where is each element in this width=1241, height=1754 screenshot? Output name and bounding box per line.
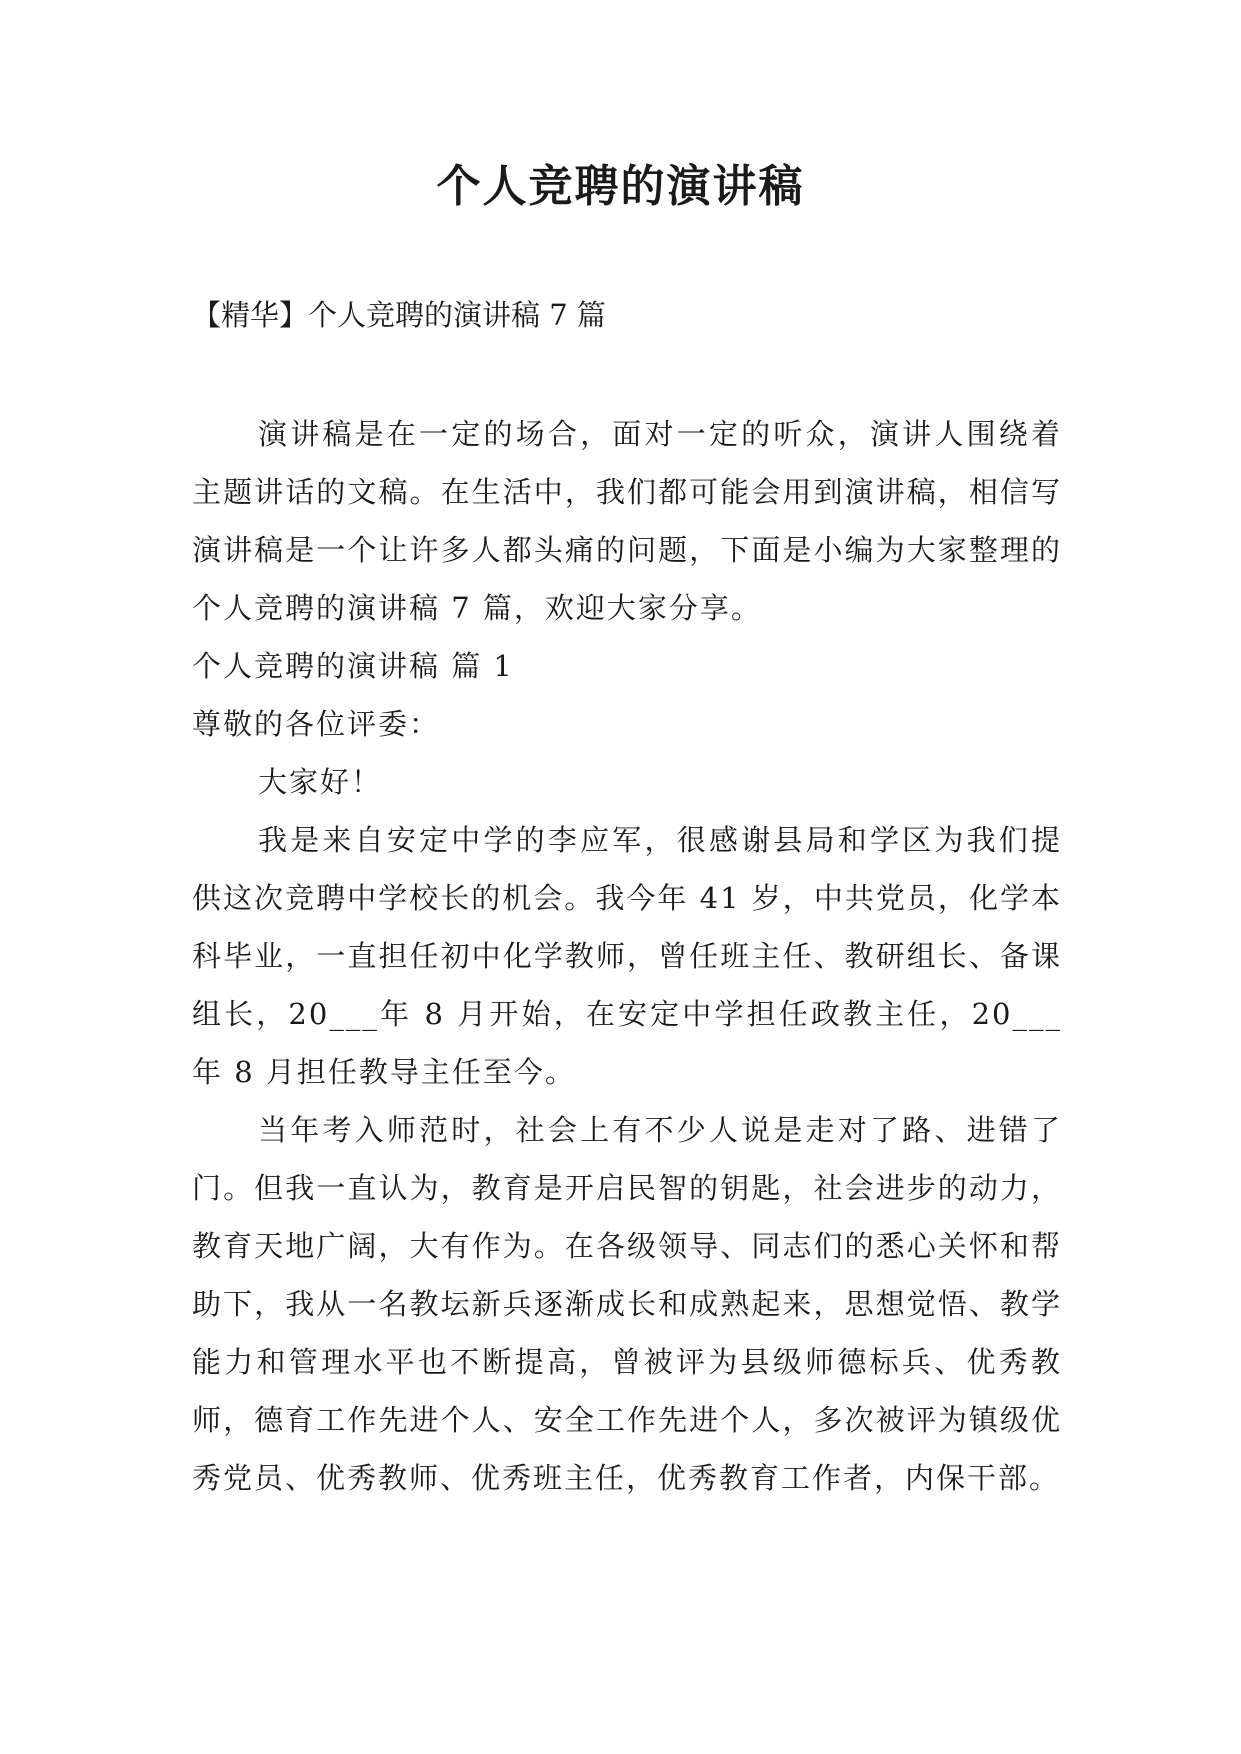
- section-heading: 个人竞聘的演讲稿 篇 1: [192, 649, 514, 683]
- body-paragraph-1: 我是来自安定中学的李应军，很感谢县局和学区为我们提供这次竞聘中学校长的机会。我今年 41 岁，中共党员，化学本科毕业，一直担任初中化学教师，曾任班主任、教研组长、备课组长，20___年 8 月开始，在安定中学担任政教主任，20___年 8 月担任教导主任至今。: [192, 823, 1062, 1089]
- intro-paragraph: 演讲稿是在一定的场合，面对一定的听众，演讲人围绕着主题讲话的文稿。在生活中，我们都可能会用到演讲稿，相信写演讲稿是一个让许多人都头痛的问题，下面是小编为大家整理的个人竞聘的演讲稿 7 篇，欢迎大家分享。: [192, 417, 1062, 625]
- greeting: 大家好！: [258, 765, 383, 799]
- document-subtitle: 【精华】个人竞聘的演讲稿 7 篇: [192, 298, 606, 332]
- salutation: 尊敬的各位评委：: [192, 707, 441, 741]
- document-body: [192, 405, 1062, 1507]
- body-paragraph-2: 当年考入师范时，社会上有不少人说是走对了路、进错了门。但我一直认为，教育是开启民智的钥匙，社会进步的动力，教育天地广阔，大有作为。在各级领导、同志们的悉心关怀和帮助下，我从一名教坛新兵逐渐成长和成熟起来，思想觉悟、教学能力和管理水平也不断提高，曾被评为县级师德标兵、优秀教师，德育工作先进个人、安全工作先进个人，多次被评为镇级优秀党员、优秀教师、优秀班主任，优秀教育工作者，内保干部。: [192, 1113, 1062, 1495]
- document-title: 个人竞聘的演讲稿: [436, 161, 805, 212]
